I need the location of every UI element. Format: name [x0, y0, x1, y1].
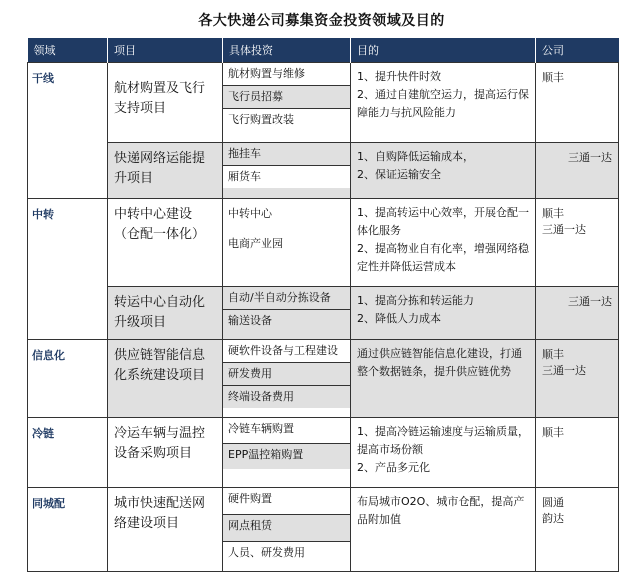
investment-item: 中转中心 [228, 207, 272, 220]
purpose-line: 2、提高物业自有化率，增强网络稳定性并降低运营成本 [357, 242, 529, 273]
purpose-line: 2、保证运输安全 [357, 168, 441, 181]
project-name: 城市快速配送网络建设项目 [114, 496, 206, 531]
investment-item: 拖挂车 [223, 143, 350, 166]
purpose-cell [351, 287, 536, 340]
header-purpose: 目的 [351, 38, 536, 63]
table-row [28, 199, 619, 287]
domain-cell: 中转 [28, 199, 108, 340]
purpose-line: 1、提高转运中心效率，开展仓配一体化服务 [357, 206, 529, 237]
investment-cell [223, 340, 351, 418]
project-cell [108, 287, 223, 340]
table-row [28, 287, 619, 340]
table-row [28, 63, 619, 143]
project-cell [108, 340, 223, 418]
company-name: 圆通 [542, 496, 564, 509]
investment-item: 自动/半自动分拣设备 [223, 287, 350, 310]
investment-item: 航材购置与维修 [223, 63, 350, 86]
purpose-line: 1、提升快件时效 [357, 70, 441, 83]
project-name: 冷运车辆与温控设备采购项目 [114, 426, 206, 461]
investment-item: 终端设备费用 [223, 386, 350, 408]
company-cell [536, 63, 619, 143]
header-company: 公司 [536, 38, 619, 63]
company-name: 韵达 [542, 512, 564, 525]
header-domain: 领域 [28, 38, 108, 63]
company-cell [536, 143, 619, 199]
company-name: 顺丰 [542, 426, 564, 439]
project-name: 供应链智能信息化系统建设项目 [114, 348, 206, 383]
investment-item: 人员、研发费用 [223, 542, 350, 568]
investment-table [27, 38, 619, 572]
investment-item: 冷链车辆购置 [223, 418, 350, 444]
investment-item: 飞行购置改装 [223, 109, 350, 131]
header-investment: 具体投资 [223, 38, 351, 63]
investment-cell [223, 199, 351, 287]
purpose-cell [351, 63, 536, 143]
project-cell [108, 143, 223, 199]
company-name: 顺丰 [542, 348, 564, 361]
investment-item: 输送设备 [223, 310, 350, 332]
investment-item: 飞行员招募 [223, 86, 350, 109]
company-cell [536, 488, 619, 572]
investment-item: 硬件购置 [223, 488, 350, 515]
project-cell [108, 418, 223, 488]
table-row [28, 340, 619, 418]
purpose-cell [351, 418, 536, 488]
domain-cell: 冷链 [28, 418, 108, 488]
purpose-line: 布局城市O2O、城市仓配，提高产品附加值 [357, 495, 525, 526]
domain-cell: 信息化 [28, 340, 108, 418]
table-row [28, 418, 619, 488]
project-cell [108, 63, 223, 143]
purpose-cell [351, 143, 536, 199]
company-name: 三通一达 [568, 295, 612, 308]
domain-cell: 干线 [28, 63, 108, 199]
company-cell [536, 418, 619, 488]
purpose-cell [351, 340, 536, 418]
company-name: 三通一达 [542, 223, 586, 236]
company-name: 三通一达 [568, 151, 612, 164]
purpose-line: 通过供应链智能信息化建设，打通整个数据链条，提升供应链优势 [357, 347, 522, 378]
investment-item: 网点租赁 [223, 515, 350, 542]
investment-cell [223, 63, 351, 143]
table-row [28, 143, 619, 199]
project-cell [108, 488, 223, 572]
page-title: 各大快递公司募集资金投资领域及目的 [198, 13, 445, 29]
investment-cell [223, 143, 351, 199]
project-name: 中转中心建设（仓配一体化） [114, 207, 206, 242]
purpose-line: 1、提高分拣和转运能力 [357, 294, 474, 307]
company-cell [536, 199, 619, 287]
investment-cell [223, 418, 351, 488]
header-project: 项目 [108, 38, 223, 63]
investment-item: 硬软件设备与工程建设 [223, 340, 350, 363]
company-cell [536, 340, 619, 418]
purpose-line: 2、产品多元化 [357, 461, 430, 474]
purpose-cell [351, 199, 536, 287]
purpose-line: 2、通过自建航空运力，提高运行保障能力与抗风险能力 [357, 88, 529, 119]
purpose-cell [351, 488, 536, 572]
purpose-line: 2、降低人力成本 [357, 312, 441, 325]
project-name: 航材购置及飞行支持项目 [114, 81, 206, 116]
company-cell [536, 287, 619, 340]
investment-item: 研发费用 [223, 363, 350, 386]
company-name: 顺丰 [542, 207, 564, 220]
company-name: 三通一达 [542, 364, 586, 377]
purpose-line: 1、提高冷链运输速度与运输质量，提高市场份额 [357, 425, 529, 456]
project-name: 转运中心自动化升级项目 [114, 295, 206, 330]
investment-item: 厢货车 [223, 166, 350, 188]
project-name: 快递网络运能提升项目 [114, 151, 206, 186]
domain-cell: 同城配 [28, 488, 108, 572]
header-row [28, 38, 619, 63]
investment-item: 电商产业园 [228, 237, 283, 250]
investment-cell [223, 488, 351, 572]
project-cell [108, 199, 223, 287]
table-row [28, 488, 619, 572]
company-name: 顺丰 [542, 71, 564, 84]
investment-cell [223, 287, 351, 340]
investment-item: EPP温控箱购置 [223, 444, 350, 469]
purpose-line: 1、自购降低运输成本， [357, 150, 474, 163]
